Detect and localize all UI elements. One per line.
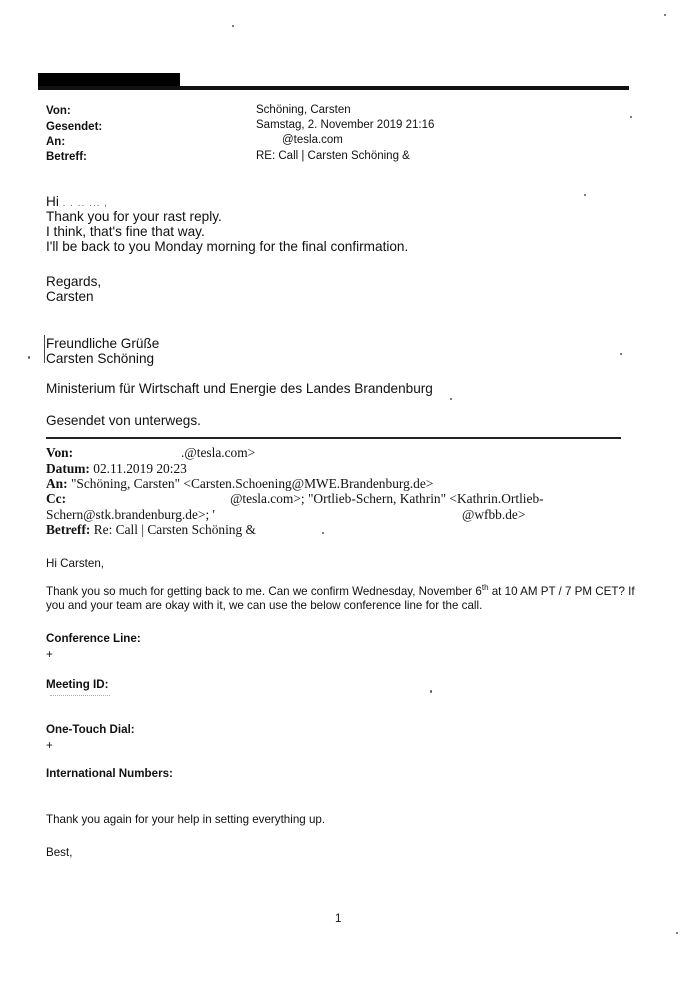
scan-speck — [232, 25, 234, 27]
from-label: Von: — [46, 105, 71, 117]
message-para-line-1 — [46, 583, 635, 598]
quoted-subject-label: Betreff: — [46, 522, 91, 537]
one-touch-dial-value: + — [46, 739, 53, 752]
scan-speck — [430, 690, 432, 693]
message-para-line-2: you and your team are okay with it, we can use the below conference line for the call. — [46, 599, 483, 612]
reply-name: Carsten — [46, 289, 94, 304]
quoted-to-label: An: — [46, 476, 68, 491]
scan-speck — [664, 14, 666, 16]
quoted-cc-line — [46, 491, 544, 507]
to-value: @tesla.com — [282, 134, 343, 146]
subject-value: RE: Call | Carsten Schöning & — [256, 150, 410, 162]
quoted-from-label: Von: — [46, 445, 74, 460]
quoted-subject-line — [46, 522, 256, 538]
quoted-cc-line-2: Schern@stk.brandenburg.de>; ' — [46, 507, 215, 522]
signature-ministry: Ministerium für Wirtschaft und Energie des Landes Brandenburg — [46, 381, 433, 396]
quoted-cc-label: Cc: — [46, 491, 67, 506]
conference-line-label: Conference Line: — [46, 632, 141, 645]
quoted-date-label: Datum: — [46, 461, 90, 476]
message-para-sup: th — [481, 583, 489, 592]
reply-greeting — [46, 194, 108, 209]
page-number: 1 — [335, 912, 342, 925]
quoted-from-line — [46, 445, 255, 461]
message-thanks: Thank you again for your help in setting everything up. — [46, 813, 326, 826]
quoted-from-value: .@tesla.com> — [181, 445, 256, 460]
redaction-dots: . . .. ... , — [58, 198, 108, 209]
scan-mark — [44, 335, 45, 363]
reply-line-1: Thank you for your rast reply. — [46, 209, 222, 224]
one-touch-dial-label: One-Touch Dial: — [46, 723, 135, 736]
scan-speck — [28, 356, 30, 359]
message-greeting: Hi Carsten, — [46, 557, 104, 570]
conference-line-value: + — [46, 648, 53, 661]
meeting-id-label: Meeting ID: — [46, 678, 109, 691]
quoted-cc-value-1: @tesla.com>; "Ortlieb-Schern, Kathrin" <Kathrin.Ortlieb- — [230, 491, 544, 506]
scan-speck — [676, 932, 678, 934]
quote-separator — [46, 437, 621, 439]
quoted-date-line — [46, 461, 187, 477]
scan-speck — [322, 532, 324, 534]
scan-speck — [620, 353, 622, 355]
message-para-1b: at 10 AM PT / 7 PM CET? If — [488, 584, 635, 598]
signature-sent-from: Gesendet von unterwegs. — [46, 413, 201, 428]
reply-regards: Regards, — [46, 274, 102, 289]
header-rule — [38, 86, 629, 90]
redaction-speckle — [50, 695, 110, 698]
scan-speck — [584, 194, 586, 196]
message-closing: Best, — [46, 846, 73, 859]
from-value: Schöning, Carsten — [256, 104, 351, 116]
to-label: An: — [46, 136, 66, 148]
international-numbers-label: International Numbers: — [46, 767, 173, 780]
quoted-cc-line-3: @wfbb.de> — [462, 507, 526, 522]
sent-label: Gesendet: — [46, 121, 103, 133]
signature-closing: Freundliche Grüße — [46, 336, 160, 351]
quoted-to-value: "Schöning, Carsten" <Carsten.Schoening@MWE.Brandenburg.de> — [70, 476, 434, 491]
message-para-1a: Thank you so much for getting back to me. Can we confirm Wednesday, November 6 — [46, 584, 482, 598]
subject-label: Betreff: — [46, 151, 87, 163]
quoted-to-line — [46, 476, 433, 492]
reply-greeting-text: Hi — [46, 194, 59, 209]
quoted-date-value: 02.11.2019 20:23 — [93, 461, 187, 476]
sent-value: Samstag, 2. November 2019 21:16 — [256, 119, 435, 131]
reply-line-2: I think, that's fine that way. — [46, 224, 205, 239]
scan-speck — [630, 116, 632, 118]
quoted-subject-value: Re: Call | Carsten Schöning & — [93, 522, 256, 537]
signature-name: Carsten Schöning — [46, 351, 155, 366]
scan-speck — [450, 398, 452, 400]
reply-line-3: I'll be back to you Monday morning for the final confirmation. — [46, 239, 409, 254]
